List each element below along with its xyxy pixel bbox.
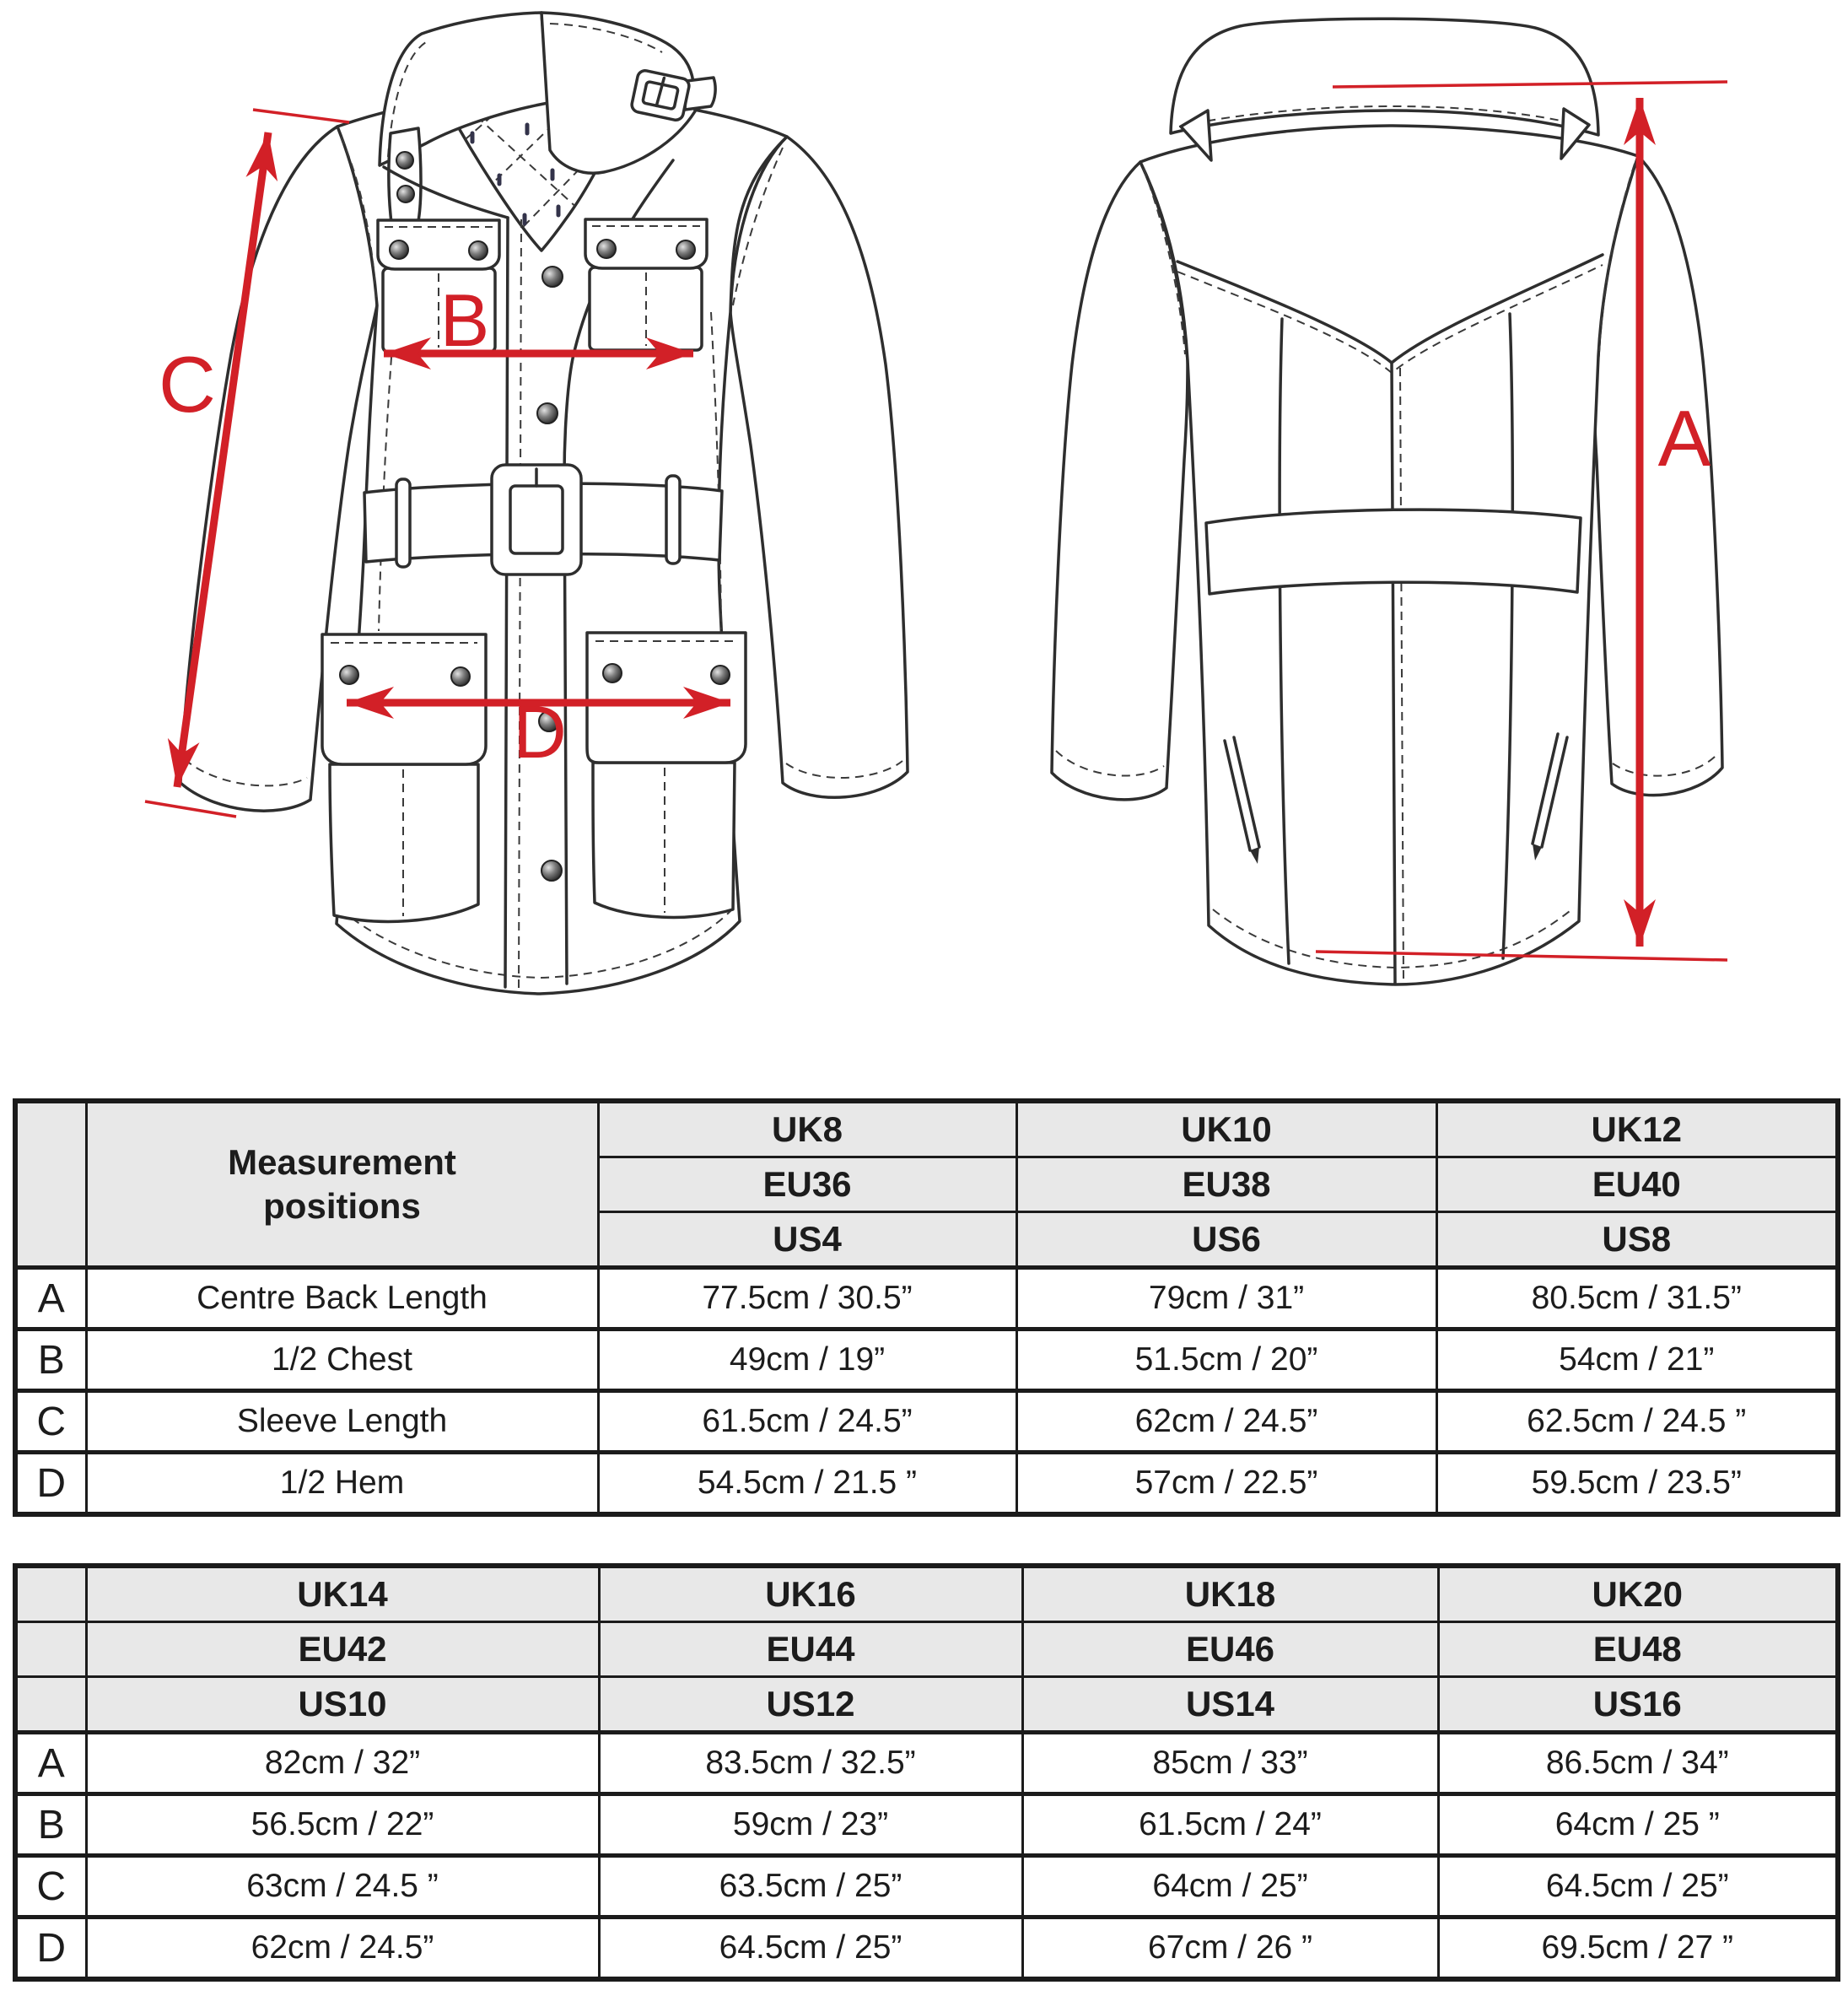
size-header: UK16 (599, 1566, 1022, 1622)
measurement-value: 59.5cm / 23.5” (1436, 1453, 1838, 1515)
measurement-positions-header: Measurement positions (86, 1101, 598, 1268)
table-row-d (15, 1918, 1838, 1980)
size-table-uk14-uk20-wrap (13, 1563, 1835, 1982)
size-header: EU46 (1022, 1622, 1438, 1677)
front-right-sleeve (730, 137, 908, 797)
size-header: EU36 (598, 1157, 1016, 1212)
size-header: UK10 (1016, 1101, 1436, 1157)
row-label: Sleeve Length (86, 1391, 598, 1453)
row-key: C (15, 1391, 86, 1453)
size-table-uk8-uk12-wrap (13, 1098, 1835, 1517)
chest-pocket-right (585, 219, 707, 350)
row-key: D (15, 1918, 86, 1980)
lower-pocket-right (587, 633, 746, 917)
corner-cell (15, 1101, 86, 1268)
table-row-c (15, 1391, 1838, 1453)
row-key: C (15, 1856, 86, 1918)
measurement-value: 85cm / 33” (1022, 1733, 1438, 1794)
back-collar (1171, 19, 1598, 135)
row-key: B (15, 1794, 86, 1856)
front-view-drawing (180, 13, 908, 994)
size-header: US4 (598, 1212, 1016, 1268)
size-header: UK8 (598, 1101, 1016, 1157)
corner-cell (15, 1566, 86, 1622)
measurement-value: 61.5cm / 24.5” (598, 1391, 1016, 1453)
measurement-value: 83.5cm / 32.5” (599, 1733, 1022, 1794)
size-header: UK20 (1438, 1566, 1838, 1622)
table-row-b (15, 1330, 1838, 1391)
measurement-value: 57cm / 22.5” (1016, 1453, 1436, 1515)
back-view-drawing (1052, 19, 1722, 984)
measurement-value: 80.5cm / 31.5” (1436, 1268, 1838, 1330)
size-table-uk14-uk20 (13, 1563, 1840, 1982)
measurement-value: 62cm / 24.5” (86, 1918, 599, 1980)
row-label: 1/2 Chest (86, 1330, 598, 1391)
table-row-c (15, 1856, 1838, 1918)
measurement-label-b: B (439, 278, 490, 362)
row-key: A (15, 1268, 86, 1330)
measurement-value: 49cm / 19” (598, 1330, 1016, 1391)
size-header: US16 (1438, 1677, 1838, 1733)
measurement-value: 62cm / 24.5” (1016, 1391, 1436, 1453)
measurement-label-a: A (1657, 394, 1711, 483)
back-left-sleeve (1052, 162, 1188, 800)
size-header: US12 (599, 1677, 1022, 1733)
size-header: US8 (1436, 1212, 1838, 1268)
size-header: UK12 (1436, 1101, 1838, 1157)
measurement-value: 64.5cm / 25” (1438, 1856, 1838, 1918)
measurement-value: 64.5cm / 25” (599, 1918, 1022, 1980)
size-header: UK18 (1022, 1566, 1438, 1622)
header-row-uk (15, 1101, 1838, 1157)
size-header: EU44 (599, 1622, 1022, 1677)
measurement-value: 63cm / 24.5 ” (86, 1856, 599, 1918)
size-header: EU48 (1438, 1622, 1838, 1677)
size-header: US14 (1022, 1677, 1438, 1733)
header-row-eu (15, 1622, 1838, 1677)
size-header: EU42 (86, 1622, 599, 1677)
measurement-value: 63.5cm / 25” (599, 1856, 1022, 1918)
lower-pocket-left (322, 634, 486, 921)
measurement-value: 54cm / 21” (1436, 1330, 1838, 1391)
measurement-value: 77.5cm / 30.5” (598, 1268, 1016, 1330)
corner-cell (15, 1622, 86, 1677)
measurement-value: 67cm / 26 ” (1022, 1918, 1438, 1980)
measurement-value: 64cm / 25” (1022, 1856, 1438, 1918)
size-header: UK14 (86, 1566, 599, 1622)
measurement-label-c: C (159, 340, 216, 429)
measurement-value: 64cm / 25 ” (1438, 1794, 1838, 1856)
row-label: Centre Back Length (86, 1268, 598, 1330)
row-key: B (15, 1330, 86, 1391)
measurement-value: 61.5cm / 24” (1022, 1794, 1438, 1856)
measurement-value: 56.5cm / 22” (86, 1794, 599, 1856)
back-belt (1206, 510, 1581, 594)
header-row-us (15, 1677, 1838, 1733)
size-header: US10 (86, 1677, 599, 1733)
measurement-value: 62.5cm / 24.5 ” (1436, 1391, 1838, 1453)
table-row-b (15, 1794, 1838, 1856)
measurement-value: 82cm / 32” (86, 1733, 599, 1794)
measurement-value: 69.5cm / 27 ” (1438, 1918, 1838, 1980)
measurement-value: 59cm / 23” (599, 1794, 1022, 1856)
measurement-value: 79cm / 31” (1016, 1268, 1436, 1330)
header-row-uk (15, 1566, 1838, 1622)
row-key: D (15, 1453, 86, 1515)
measurement-value: 86.5cm / 34” (1438, 1733, 1838, 1794)
measurement-value: 51.5cm / 20” (1016, 1330, 1436, 1391)
size-header: EU38 (1016, 1157, 1436, 1212)
corner-cell (15, 1677, 86, 1733)
row-label: 1/2 Hem (86, 1453, 598, 1515)
table-row-a (15, 1268, 1838, 1330)
table-row-a (15, 1733, 1838, 1794)
measurement-value: 54.5cm / 21.5 ” (598, 1453, 1016, 1515)
row-key: A (15, 1733, 86, 1794)
size-header: EU40 (1436, 1157, 1838, 1212)
size-table-uk8-uk12 (13, 1098, 1840, 1517)
size-header: US6 (1016, 1212, 1436, 1268)
measurement-label-d: D (513, 690, 567, 774)
table-row-d (15, 1453, 1838, 1515)
